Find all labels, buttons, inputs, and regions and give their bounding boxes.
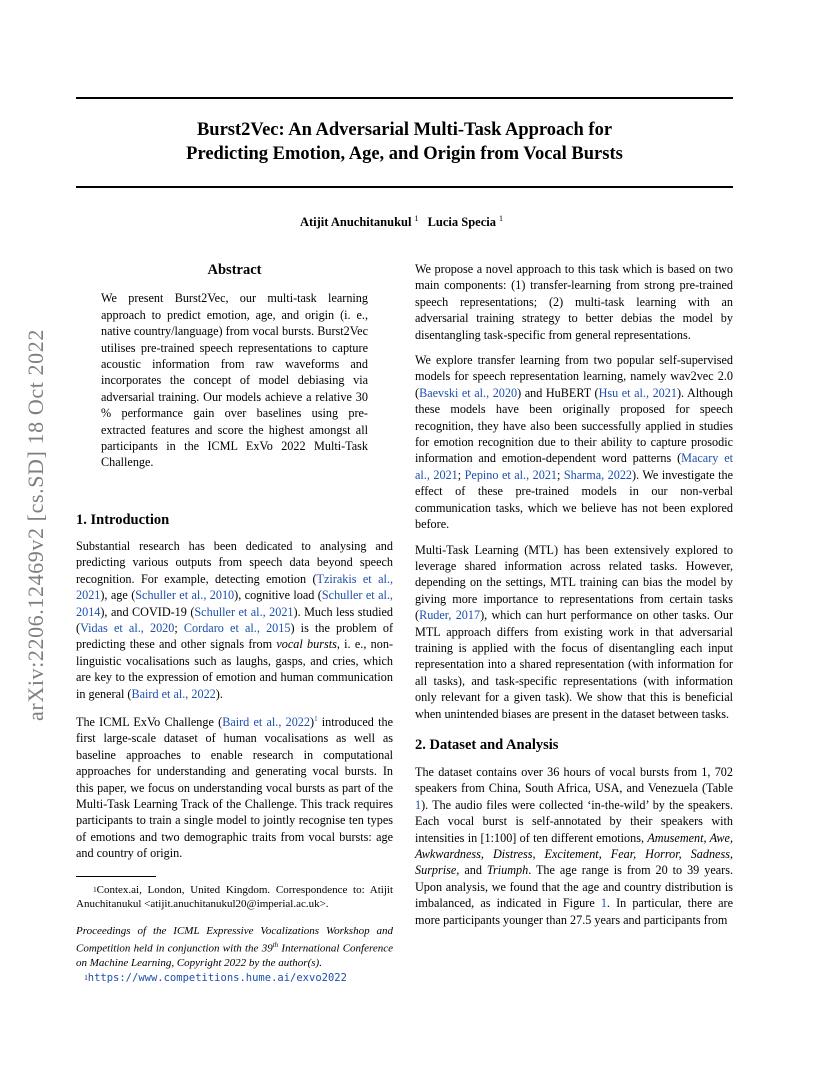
right-paragraph-1: We propose a novel approach to this task which is based on two main components: (1) transfer-learning from strong pre-trained speech representations; (2) multi-task learning with an adversarial training strategy to better debias the model by disentangling task-specific from general representations. xyxy=(415,262,733,342)
author-name: Lucia Specia xyxy=(427,215,497,230)
affiliation-footnote xyxy=(76,883,393,912)
citation-link[interactable]: Baird et al., 2022 xyxy=(131,686,216,701)
text-run: ). We investigate the effect of these pre-trained models in our non-verbal communication tasks, which we believe has not been explored before. xyxy=(415,467,733,532)
left-column xyxy=(76,258,393,985)
text-run: The ICML ExVo Challenge ( xyxy=(76,715,223,729)
author-list xyxy=(76,214,733,230)
footnote-mark: 1 xyxy=(93,885,97,894)
footnote-marker[interactable]: 1 xyxy=(314,714,318,723)
title-line-1: Burst2Vec: An Adversarial Multi-Task Approach for xyxy=(196,120,613,140)
citation-link[interactable]: Macary et al., 2021 xyxy=(415,451,733,482)
section-heading-introduction: 1. Introduction xyxy=(76,511,170,528)
author-affiliation-mark: 1 xyxy=(499,214,504,223)
right-column xyxy=(415,261,733,928)
arxiv-identifier: arXiv:2206.12469v2 [cs.SD] 18 Oct 2022 xyxy=(23,329,48,721)
text-run: ), age ( xyxy=(100,588,136,603)
emotion-list: Amusement, Awe, Awkwardness, Distress, Excitement, Fear, Horror, Sadness, Surprise, xyxy=(415,830,733,878)
citation-link[interactable]: Schuller et al., 2010 xyxy=(135,588,235,603)
citation-link[interactable]: Sharma, 2022 xyxy=(563,467,633,482)
intro-paragraph-1 xyxy=(76,538,393,702)
abstract-body: We present Burst2Vec, our multi-task learning approach to predict emotion, age, and origin (i. e., native country/language) from vocal bursts. Burst2Vec utilises pre-trained speech representations to capture acoustic information from raw waveforms and incorporates the concept of model debiasing via adversarial training. Our models achieve a relative 30 % performance gain over baselines using pre-extracted features and score the highest amongst all participants in the ICML ExVo 2022 Multi-Task Challenge. xyxy=(101,291,368,470)
citation-link[interactable]: Hsu et al., 2021 xyxy=(598,385,677,400)
text-run: ) is the problem of predicting these and other signals from xyxy=(76,620,393,652)
text-run: Multi-Task Learning (MTL) has been extensively explored to leverage shared information across related tasks. However, depending on the settings, MTL training can bias the model by giving more importance to representations from certain tasks ( xyxy=(415,542,733,623)
text-run: ), and COVID-19 ( xyxy=(100,604,195,619)
text-run: Contex.ai, London, United Kingdom. Correspondence to: Atijit Anuchitanukul <atijit.anuchitanukul20@imperial.ac.uk>. xyxy=(76,883,393,911)
text-run: ; xyxy=(557,467,564,482)
url-footnote xyxy=(76,971,393,986)
text-run: International Conference on Machine Learning, Copyright 2022 by the author(s). xyxy=(76,942,393,970)
citation-link[interactable]: Baevski et al., 2020 xyxy=(419,385,518,400)
text-run: ; xyxy=(457,467,465,482)
right-paragraph-2 xyxy=(415,352,733,532)
text-run: introduced the first large-scale dataset of human vocalisations as well as baseline approaches to enable research in computational approaches for understanding and generating vocal bursts. In this paper, we focus on understanding vocal bursts as part of the Multi-Task Learning Track of the Challenge. This track requires participants to train a single model to jointly recognise ten types of emotions and two demographic traits from vocal bursts: age and country of origin. xyxy=(76,715,394,861)
text-run: ). Although these models have been originally proposed for speech recognition, they have also been successfully applied in studies for emotion recognition due to their ability to capture prosodic information and emotion-dependent word patterns ( xyxy=(415,385,734,466)
text-run: ) and HuBERT ( xyxy=(517,385,599,400)
arxiv-sidebar-stamp xyxy=(8,290,64,760)
intro-paragraph-2: The ICML ExVo Challenge (Baird et al., 2022)$^1$ introduced the first large-scale dataset of human vocalisations as well as baseline approaches to enable research in computational approaches for understanding and generating vocal bursts. In this paper, we focus on understanding vocal bursts as part of the Multi-Task Learning Track of the Challenge. This track requires participants to train a single model to jointly recognise ten types of emotions and two demographic traits from vocal bursts: age and country of origin. xyxy=(76,714,394,861)
citation-link[interactable]: Ruder, 2017 xyxy=(419,608,481,623)
citation-link[interactable]: Tzirakis et al., 2021 xyxy=(76,571,393,603)
citation-link[interactable]: Baird et al., 2022 xyxy=(222,715,310,729)
author-affiliation-mark: 1 xyxy=(414,214,419,223)
text-run: ), which can hurt performance on other tasks. Our MTL approach differs from existing work in that adversarial training is applied with the focus of disentangling each input representation into a shared representation (with information for all tasks), and task-specific representations (with information only relevant for a given task). We show that this is beneficial when unintended biases are present in the dataset between tasks. xyxy=(415,608,733,721)
text-run: ; xyxy=(174,620,184,635)
proceedings-note xyxy=(76,924,393,971)
text-run: ), cognitive load ( xyxy=(234,588,322,603)
emotion-term: Triumph xyxy=(486,863,529,878)
title-bottom-rule xyxy=(76,186,733,188)
text-run: Proceedings of the ICML Expressive Vocalizations Workshop and Competition held in conjunction with the 39 xyxy=(76,924,393,955)
citation-link[interactable]: Schuller et al., 2014 xyxy=(76,588,393,619)
citation-link[interactable]: Schuller et al., 2021 xyxy=(194,604,294,619)
table-reference-link[interactable]: 1 xyxy=(415,797,422,812)
text-run: Substantial research has been dedicated to analysing and predicting various outputs from speech data beyond speech recognition. For example, detecting emotion ( xyxy=(76,538,393,586)
text-run: ). The audio files were collected ‘in-the-wild’ by the speakers. Each vocal burst is self-annotated by their speakers with intensities in [1:100] of ten different emotions, xyxy=(415,797,733,845)
footnote-mark: 1 xyxy=(84,973,88,982)
text-run: , i. e., non-linguistic vocalisations such as laughs, gasps, and cries, which are key to the expression of emotion and human communication in general ( xyxy=(76,637,393,701)
footnote-url-link[interactable]: https://www.competitions.hume.ai/exvo2022 xyxy=(87,971,347,984)
dataset-paragraph xyxy=(415,764,733,928)
abstract-heading: Abstract xyxy=(207,262,262,278)
figure-reference-link[interactable]: 1 xyxy=(600,896,607,911)
author-name: Atijit Anuchitanukul xyxy=(299,215,412,230)
right-paragraph-3 xyxy=(415,542,733,722)
superscript: th xyxy=(272,941,279,950)
citation-link[interactable]: Pepino et al., 2021 xyxy=(464,467,558,482)
text-run: ). Much less studied ( xyxy=(76,604,393,635)
text-run: The dataset contains over 36 hours of vocal bursts from 1, 702 speakers from China, South Africa, USA, and Venezuela (Table xyxy=(415,764,733,796)
text-run: . The age range is from 20 to 39 years. Upon analysis, we found that the age and country distribution is imbalanced, as indicated in Figure xyxy=(415,863,733,911)
citation-link[interactable]: Vidas et al., 2020 xyxy=(80,620,175,635)
citation-link[interactable]: Cordaro et al., 2015 xyxy=(183,620,291,635)
text-run: . In particular, there are more participants younger than 27.5 years and participants from xyxy=(415,896,733,927)
title-line-2: Predicting Emotion, Age, and Origin from Vocal Bursts xyxy=(186,144,623,164)
text-run: and xyxy=(459,863,487,878)
section-heading-dataset: 2. Dataset and Analysis xyxy=(415,736,559,753)
text-run: ). xyxy=(215,686,223,701)
footnote-divider xyxy=(76,876,156,877)
emphasis-term: vocal bursts xyxy=(276,637,337,652)
text-run: We explore transfer learning from two popular self-supervised models for speech representation learning, namely wav2vec 2.0 ( xyxy=(415,353,733,400)
title-top-rule xyxy=(76,97,733,99)
paper-title xyxy=(76,118,733,166)
